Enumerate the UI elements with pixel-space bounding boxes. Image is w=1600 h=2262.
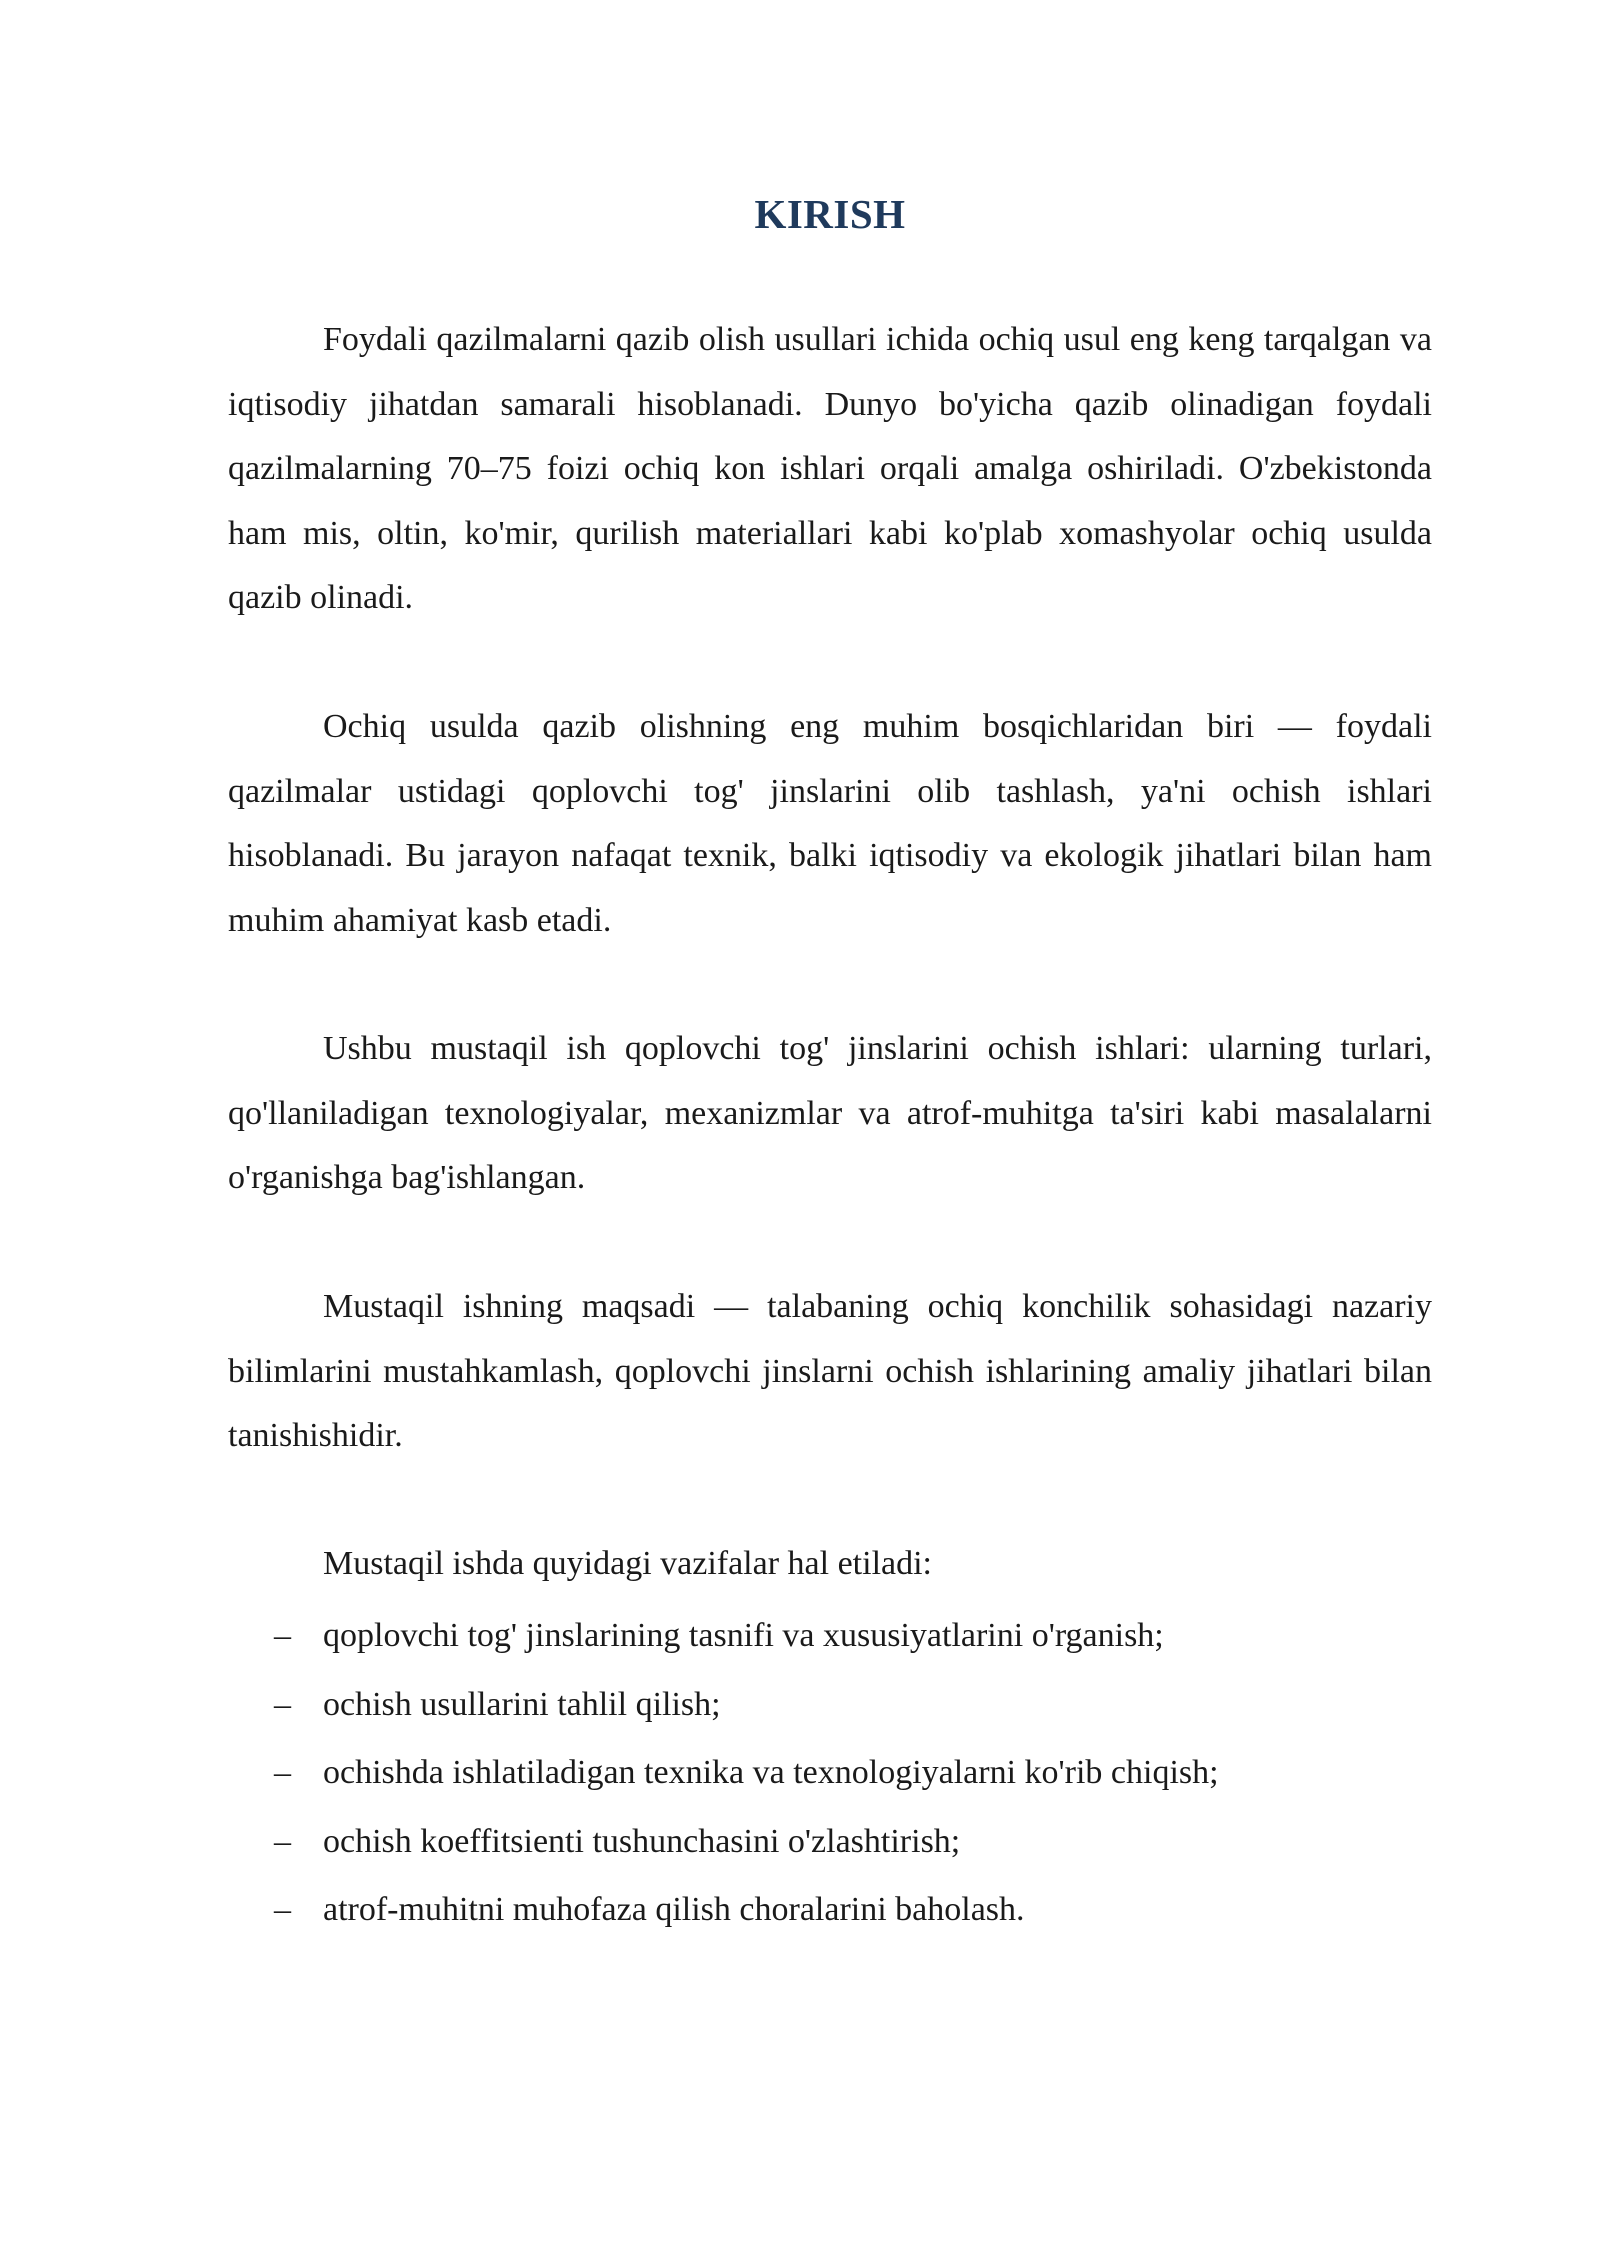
intro-paragraph-2: Ochiq usulda qazib olishning eng muhim bosqichlaridan biri — foydali qazilmalar ustidagi qoplovchi tog' jinslarini olib tashlash, ya'ni ochish ishlari hisoblanadi. Bu jarayon nafaqat texnik, balki iqtisodiy va ekologik jihatlari bilan ham muhim ahamiyat kasb etadi. (228, 708, 1432, 939)
intro-paragraph-3: Ushbu mustaqil ish qoplovchi tog' jinslarini ochish ishlari: ularning turlari, qo'llaniladigan texnologiyalar, mexanizmlar va atrof-muhitga ta'siri kabi masalalarni o'rganishga bag'ishlangan. (228, 1030, 1432, 1196)
intro-paragraph-1: Foydali qazilmalarni qazib olish usullari ichida ochiq usul eng keng tarqalgan va iqtisodiy jihatdan samarali hisoblanadi. Dunyo bo'yicha qazib olinadigan foydali qazilmalarning 70–75 foizi ochiq kon ishlari orqali amalga oshiriladi. O'zbekistonda ham mis, oltin, ko'mir, qurilish materiallari kabi ko'plab xomashyolar ochiq usulda qazib olinadi. (228, 321, 1432, 616)
page-title: KIRISH (754, 191, 906, 237)
list-item (228, 1739, 1432, 1808)
list-item-text: qoplovchi tog' jinslarining tasnifi va xususiyatlarini o'rganish; (323, 1617, 1164, 1654)
list-item (228, 1671, 1432, 1740)
list-item (228, 1876, 1432, 1945)
intro-paragraph-4: Mustaqil ishning maqsadi — talabaning ochiq konchilik sohasidagi nazariy bilimlarini mustahkamlash, qoplovchi jinslarni ochish ishlarining amaliy jihatlari bilan tanishishidir. (228, 1288, 1432, 1454)
list-dash-marker: – (274, 1617, 291, 1654)
list-item-text: ochishda ishlatiladigan texnika va texnologiyalarni ko'rib chiqish; (323, 1754, 1219, 1792)
list-dash-marker: – (274, 1685, 291, 1723)
list-item-text: atrof-muhitni muhofaza qilish choralarini baholash. (323, 1891, 1025, 1929)
tasks-list (228, 1602, 1432, 1945)
list-dash-marker: – (274, 1891, 291, 1929)
list-item (228, 1808, 1432, 1877)
list-item-text: ochish usullarini tahlil qilish; (323, 1685, 721, 1723)
list-dash-marker: – (274, 1822, 291, 1860)
list-item (228, 1602, 1432, 1671)
list-item-text: ochish koeffitsienti tushunchasini o'zlashtirish; (323, 1822, 961, 1860)
tasks-intro-paragraph: Mustaqil ishda quyidagi vazifalar hal etiladi: (323, 1545, 932, 1582)
list-dash-marker: – (274, 1754, 291, 1792)
